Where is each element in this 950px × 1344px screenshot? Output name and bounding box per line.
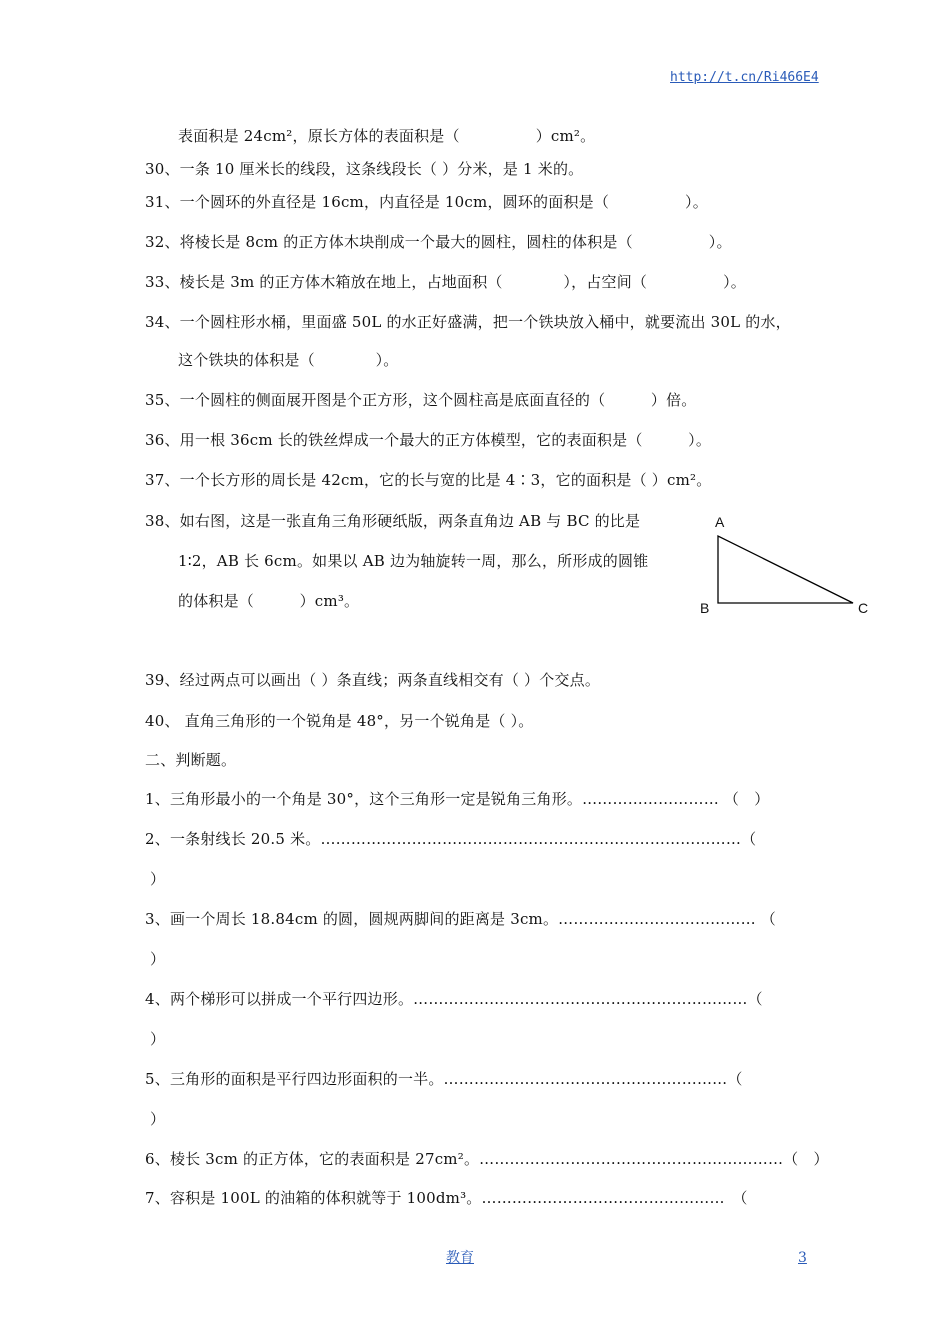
judgement-5: 5、三角形的面积是平行四边形面积的一半。……………………………‥…………………（ bbox=[145, 1070, 743, 1088]
judgement-4: 4、两个梯形可以拼成一个平行四边形。…………………………………………………………（ bbox=[145, 990, 763, 1008]
judgement-4-paren: ） bbox=[150, 1030, 166, 1048]
question-31: 31、一个圆环的外直径是 16cm，内直径是 10cm，圆环的面积是（ ）。 bbox=[145, 193, 708, 211]
judgement-3-paren: ） bbox=[150, 950, 166, 968]
question-39: 39、经过两点可以画出（ ）条直线；两条直线相交有（ ）个交点。 bbox=[145, 671, 601, 689]
question-36: 36、用一根 36cm 长的铁丝焊成一个最大的正方体模型，它的表面积是（ ）。 bbox=[145, 431, 712, 449]
judgement-7: 7、容积是 100L 的油箱的体积就等于 100dm³。………………………………………… （ bbox=[145, 1189, 748, 1207]
vertex-a-label: A bbox=[715, 514, 725, 530]
footer-page-number[interactable]: 3 bbox=[798, 1250, 807, 1266]
question-33: 33、棱长是 3m 的正方体木箱放在地上，占地面积（ ），占空间（ ）。 bbox=[145, 273, 746, 291]
question-38-line3: 的体积是（ ）cm³。 bbox=[178, 592, 360, 610]
question-38-line1: 38、如右图，这是一张直角三角形硬纸版，两条直角边 AB 与 BC 的比是 bbox=[145, 512, 641, 530]
question-34-line1: 34、一个圆柱形水桶，里面盛 50L 的水正好盛满，把一个铁块放入桶中，就要流出 30L 的水， bbox=[145, 313, 791, 331]
vertex-b-label: B bbox=[700, 600, 710, 616]
vertex-c-label: C bbox=[858, 600, 869, 616]
question-34-line2: 这个铁块的体积是（ ）。 bbox=[178, 351, 399, 369]
triangle-figure bbox=[695, 508, 885, 620]
judgement-1: 1、三角形最小的一个角是 30°，这个三角形一定是锐角三角形。……………………… （ ） bbox=[145, 790, 770, 808]
judgement-3: 3、画一个周长 18.84cm 的圆，圆规两脚间的距离是 3cm。………………………………… （ bbox=[145, 910, 776, 928]
question-32: 32、将棱长是 8cm 的正方体木块削成一个最大的圆柱，圆柱的体积是（ ）。 bbox=[145, 233, 732, 251]
footer-center-link[interactable]: 教育 bbox=[446, 1250, 474, 1266]
judgement-6: 6、棱长 3cm 的正方体，它的表面积是 27cm²。……………………………………………………（ ） bbox=[145, 1150, 829, 1168]
question-40: 40、 直角三角形的一个锐角是 48°，另一个锐角是（ ）。 bbox=[145, 712, 534, 730]
q29-continued: 表面积是 24cm²，原长方体的表面积是（ ）cm²。 bbox=[178, 127, 596, 145]
header-url[interactable]: http://t.cn/Ri466E4 bbox=[670, 70, 819, 85]
question-38-line2: 1∶2，AB 长 6cm。如果以 AB 边为轴旋转一周，那么，所形成的圆锥 bbox=[178, 552, 649, 570]
question-37: 37、一个长方形的周长是 42cm，它的长与宽的比是 4∶3，它的面积是（ ）cm²。 bbox=[145, 471, 712, 489]
section-heading-judgement: 二、判断题。 bbox=[145, 751, 237, 769]
judgement-2-paren: ） bbox=[150, 870, 166, 888]
judgement-5-paren: ） bbox=[150, 1110, 166, 1128]
judgement-2: 2、一条射线长 20.5 米。……………………………………………………‥…………………（ bbox=[145, 830, 757, 848]
question-35: 35、一个圆柱的侧面展开图是个正方形，这个圆柱高是底面直径的（ ）倍。 bbox=[145, 391, 697, 409]
question-30: 30、一条 10 厘米长的线段，这条线段长（ ）分米，是 1 米的。 bbox=[145, 160, 584, 178]
